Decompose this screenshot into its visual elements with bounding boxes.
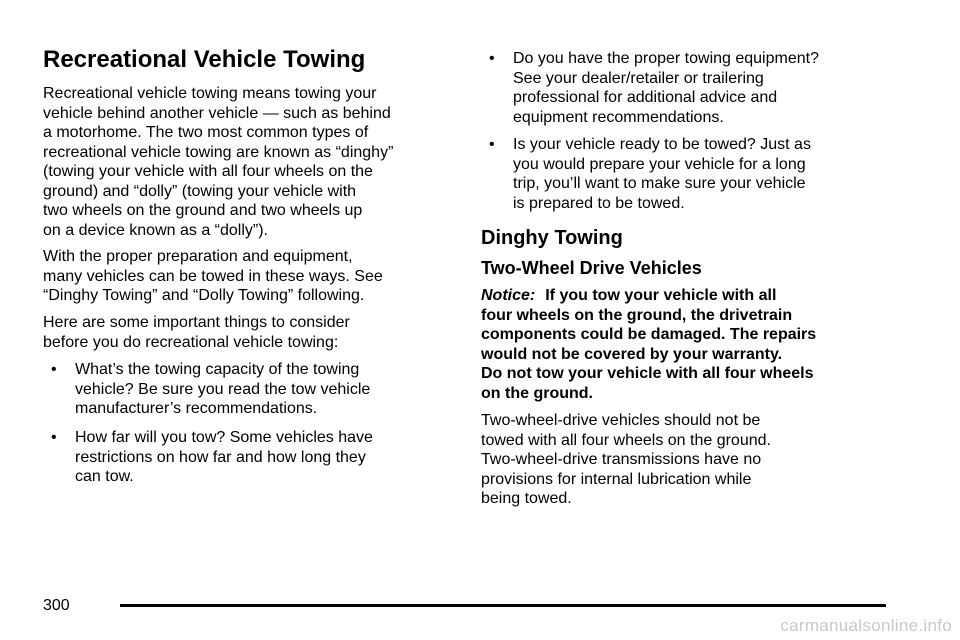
notice-text: If you tow your vehicle with all (545, 287, 777, 304)
text-line (481, 286, 816, 306)
body-paragraph (481, 411, 771, 509)
consider-paragraph (43, 313, 350, 352)
text-line: would not be covered by your warranty. (481, 345, 783, 363)
text-line: towed with all four wheels on the ground. (481, 431, 771, 449)
text-line: two wheels on the ground and two wheels up (43, 202, 363, 219)
text-line: components could be damaged. The repairs (481, 326, 817, 343)
text-line: Do you have the proper towing equipment? (513, 50, 819, 67)
text-line: restrictions on how far and how long they (75, 448, 366, 466)
text-line: (towing your vehicle with all four wheels on the (43, 163, 373, 180)
dinghy-towing-heading: Dinghy Towing (481, 227, 623, 249)
text-line: See your dealer/retailer or trailering (513, 69, 764, 87)
text-line: you would prepare your vehicle for a long (513, 155, 806, 173)
text-line: Two-wheel-drive transmissions have no (481, 451, 762, 468)
bullet-icon: • (51, 361, 57, 378)
text-line: “Dinghy Towing” and “Dolly Towing” following. (43, 287, 365, 304)
text-line: ground) and “dolly” (towing your vehicle with (43, 182, 357, 200)
two-wheel-drive-heading: Two-Wheel Drive Vehicles (481, 258, 702, 278)
text-line: on a device known as a “dolly”). (43, 221, 268, 239)
text-line: Do not tow your vehicle with all four wheels (481, 365, 814, 382)
text-line: vehicle behind another vehicle — such as behind (43, 104, 391, 122)
page-number: 300 (43, 597, 70, 614)
text-line: can tow. (75, 468, 134, 485)
notice-block (481, 286, 816, 403)
text-line: equipment recommendations. (513, 108, 724, 126)
text-line: provisions for internal lubrication while (481, 470, 752, 488)
text-line: What’s the towing capacity of the towing (75, 361, 360, 378)
bullet-text (75, 360, 370, 419)
text-line: four wheels on the ground, the drivetrain (481, 306, 793, 324)
bullet-text (75, 428, 373, 487)
text-line: recreational vehicle towing are known as “dinghy” (43, 143, 394, 161)
text-line: manufacturer’s recommendations. (75, 400, 318, 417)
text-line: many vehicles can be towed in these ways. See (43, 267, 383, 285)
text-line: a motorhome. The two most common types of (43, 124, 369, 141)
text-line: professional for additional advice and (513, 89, 778, 106)
bullet-icon: • (489, 136, 495, 153)
text-line: Is your vehicle ready to be towed? Just as (513, 136, 811, 153)
text-line: Here are some important things to consider (43, 314, 350, 331)
notice-label: Notice: (481, 287, 536, 304)
preparation-paragraph (43, 247, 383, 306)
text-line: Two-wheel-drive vehicles should not be (481, 412, 761, 429)
bullet-icon: • (489, 50, 495, 67)
text-line: before you do recreational vehicle towing: (43, 333, 339, 351)
text-line: being towed. (481, 490, 572, 507)
intro-paragraph (43, 84, 393, 240)
text-line: is prepared to be towed. (513, 194, 685, 212)
watermark-text: carmanualsonline.info (780, 616, 952, 635)
section-title: Recreational Vehicle Towing (43, 46, 366, 73)
bullet-text (513, 49, 819, 127)
text-line: Recreational vehicle towing means towing your (43, 85, 377, 102)
text-line: trip, you’ll want to make sure your vehicle (513, 175, 806, 192)
text-line: With the proper preparation and equipment, (43, 248, 353, 265)
bullet-text (513, 135, 811, 213)
text-line: How far will you tow? Some vehicles have (75, 429, 373, 446)
text-line: vehicle? Be sure you read the tow vehicle (75, 380, 371, 398)
footer-divider (120, 604, 886, 607)
text-line: on the ground. (481, 384, 593, 402)
bullet-icon: • (51, 429, 57, 446)
